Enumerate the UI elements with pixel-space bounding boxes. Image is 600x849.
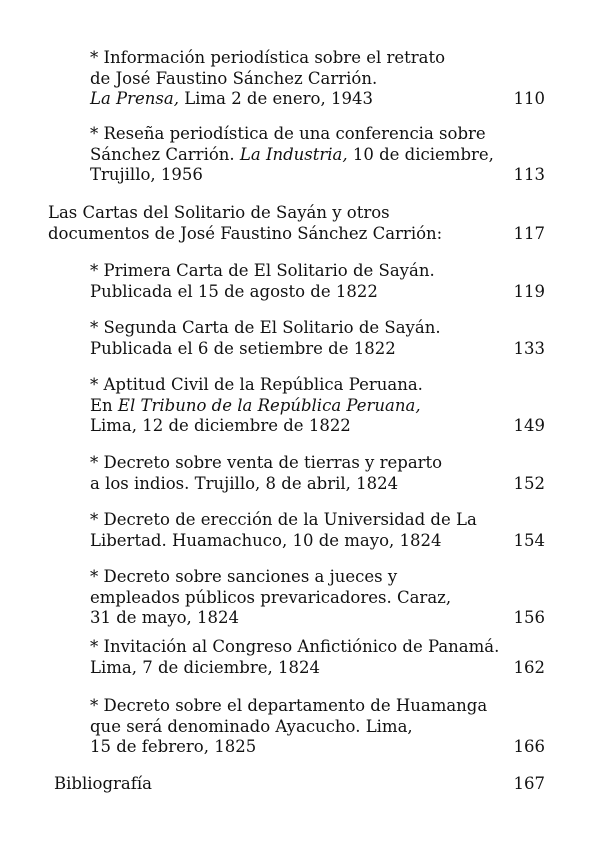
toc-line: Trujillo, 1956 bbox=[90, 165, 203, 184]
publication-title: La Industria, bbox=[239, 144, 348, 164]
toc-line: * Segunda Carta de El Solitario de Sayán. bbox=[90, 318, 441, 337]
toc-section-entry bbox=[48, 203, 545, 244]
toc-entry bbox=[90, 318, 545, 359]
toc-line: * Invitación al Congreso Anfictiónico de Panamá. bbox=[90, 637, 500, 656]
toc-line: * Decreto sobre sanciones a jueces y bbox=[90, 567, 398, 586]
page-number: 113 bbox=[513, 165, 545, 184]
page-number: 167 bbox=[513, 774, 545, 793]
toc-line: * Aptitud Civil de la República Peruana. bbox=[90, 375, 423, 394]
toc-entry bbox=[90, 261, 545, 302]
toc-line: Libertad. Huamachuco, 10 de mayo, 1824 bbox=[90, 530, 442, 550]
page-number: 117 bbox=[513, 223, 545, 243]
toc-line: * Decreto de erección de la Universidad de La bbox=[90, 510, 477, 529]
toc-section-entry bbox=[54, 774, 545, 795]
page-number: 152 bbox=[513, 473, 545, 493]
toc-entry bbox=[90, 453, 545, 494]
page-number: 154 bbox=[513, 530, 545, 550]
page-number: 166 bbox=[513, 737, 545, 756]
toc-line-prefix: En bbox=[90, 395, 118, 415]
toc-line: Lima, 12 de diciembre de 1822 bbox=[90, 416, 351, 435]
publication-title: El Tribuno de la República Peruana, bbox=[117, 395, 421, 415]
toc-line bbox=[90, 396, 545, 417]
toc-line: * Reseña periodística de una conferencia sobre bbox=[90, 124, 486, 143]
toc-line-rest: Lima 2 de enero, 1943 bbox=[178, 89, 373, 108]
toc-line bbox=[90, 89, 545, 110]
toc-line: de José Faustino Sánchez Carrión. bbox=[90, 68, 378, 88]
toc-entry bbox=[90, 696, 545, 758]
toc-line: * Decreto sobre el departamento de Huamanga bbox=[90, 696, 488, 715]
page-number: 133 bbox=[513, 338, 545, 358]
toc-entry bbox=[90, 510, 545, 551]
toc-entry bbox=[90, 637, 545, 678]
toc-line: * Primera Carta de El Solitario de Sayán. bbox=[90, 261, 435, 280]
toc-entry bbox=[90, 567, 545, 629]
page-number: 156 bbox=[513, 608, 545, 627]
toc-line: * Información periodística sobre el retrato bbox=[90, 48, 446, 67]
toc-line: 15 de febrero, 1825 bbox=[90, 737, 257, 756]
page-number: 119 bbox=[513, 281, 545, 301]
toc-line: * Decreto sobre venta de tierras y reparto bbox=[90, 453, 443, 472]
page-number: 149 bbox=[513, 416, 545, 435]
page-number: 162 bbox=[513, 657, 545, 677]
toc-line-prefix: Sánchez Carrión. bbox=[90, 144, 240, 164]
toc-line-rest: 10 de diciembre, bbox=[347, 144, 494, 164]
toc-line: Las Cartas del Solitario de Sayán y otros bbox=[48, 203, 390, 222]
page-number: 110 bbox=[513, 89, 545, 108]
toc-line: documentos de José Faustino Sánchez Carrión: bbox=[48, 223, 443, 243]
toc-line: Bibliografía bbox=[54, 774, 152, 793]
toc-line: que será denominado Ayacucho. Lima, bbox=[90, 716, 413, 736]
toc-line: Publicada el 15 de agosto de 1822 bbox=[90, 281, 378, 301]
publication-title: La Prensa, bbox=[90, 89, 179, 108]
toc-entry bbox=[90, 48, 545, 110]
toc-line bbox=[90, 145, 545, 166]
toc-line: Lima, 7 de diciembre, 1824 bbox=[90, 657, 320, 677]
toc-entry bbox=[90, 124, 545, 186]
toc-line: a los indios. Trujillo, 8 de abril, 1824 bbox=[90, 473, 399, 493]
toc-entry bbox=[90, 375, 545, 437]
toc-line: 31 de mayo, 1824 bbox=[90, 608, 240, 627]
toc-line: empleados públicos prevaricadores. Caraz, bbox=[90, 587, 452, 607]
toc-line: Publicada el 6 de setiembre de 1822 bbox=[90, 338, 396, 358]
